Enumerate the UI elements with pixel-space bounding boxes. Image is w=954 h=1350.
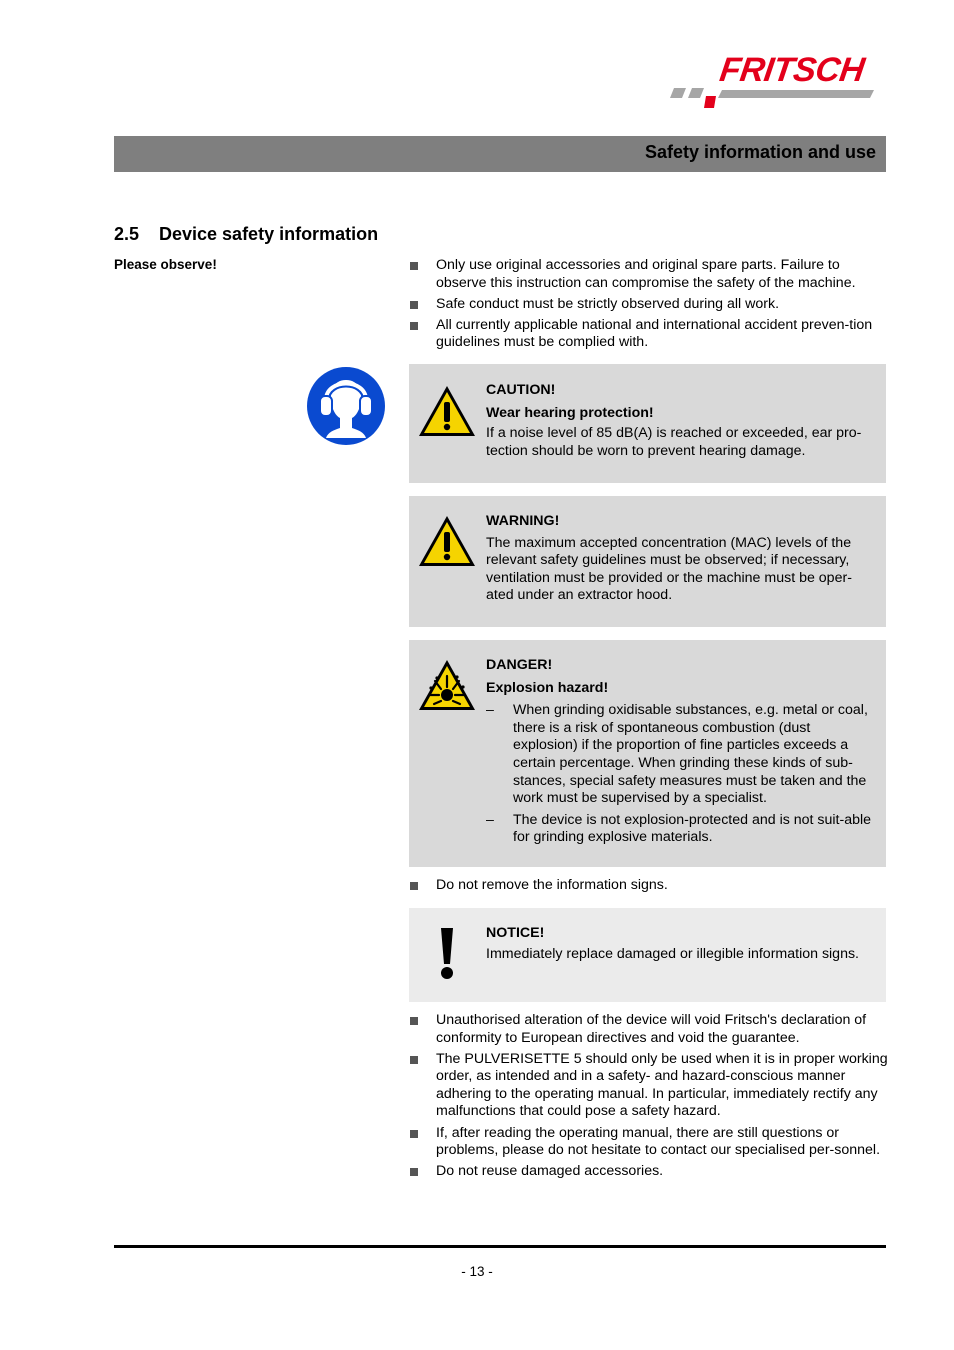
bullet-square-icon <box>410 322 418 330</box>
bullet-square-icon <box>410 1056 418 1064</box>
header-bar <box>114 136 886 172</box>
list-item: If, after reading the operating manual, there are still questions or problems, please do not hesitate to contact our specialised per-sonnel. <box>409 1125 889 1160</box>
caution-heading: Wear hearing protection! <box>486 404 654 421</box>
bullet-square-icon <box>410 1130 418 1138</box>
warning-signal: WARNING! <box>486 513 560 529</box>
list-item: Do not reuse damaged accessories. <box>409 1163 889 1181</box>
list-item: Do not remove the information signs. <box>409 877 889 895</box>
caution-signal: CAUTION! <box>486 382 556 398</box>
fritsch-logo <box>668 52 888 112</box>
warning-triangle-icon <box>417 384 477 443</box>
section-heading <box>114 224 378 245</box>
warning-box <box>409 496 886 627</box>
notice-signal: NOTICE! <box>486 925 545 941</box>
list-item: Only use original accessories and original spare parts. Failure to observe this instruction can compromise the safety of the machine. <box>409 257 889 292</box>
bullet-square-icon <box>410 882 418 890</box>
header-title: Safety information and use <box>644 142 876 162</box>
notice-text: Immediately replace damaged or illegible information signs. <box>486 945 860 962</box>
danger-signal: DANGER! <box>486 657 553 673</box>
warning-text: The maximum accepted concentration (MAC) levels of the relevant safety guidelines must be observed; if necessary, ventilation must be provided or the machine must be oper-ated under an extractor hood. <box>486 534 852 604</box>
danger-box <box>409 640 886 867</box>
bullet-square-icon <box>410 1168 418 1176</box>
notice-box <box>409 908 886 1002</box>
list-item: – When grinding oxidisable substances, e.g. metal or coal, there is a risk of spontaneous combustion (dust explosion) if the proportion of fine particles exceeds a certain percentage. When grinding these kinds of sub-stances, special safety measures must be taken and the work must be supervised by a specialist. <box>486 702 868 807</box>
bullet-list-bottom <box>409 1012 889 1184</box>
page-number: - 13 - <box>461 1264 493 1279</box>
bullet-list-middle <box>409 877 889 898</box>
list-item: Unauthorised alteration of the device will void Fritsch's declaration of conformity to European directives and void the guarantee. <box>409 1012 889 1047</box>
danger-heading: Explosion hazard! <box>486 679 609 696</box>
hearing-protection-icon <box>304 364 388 453</box>
logo-wordmark: FRITSCH <box>717 51 867 89</box>
bullet-list-top <box>409 257 889 355</box>
section-number: 2.5 <box>114 224 140 244</box>
section-title: Device safety information <box>159 224 379 244</box>
bullet-square-icon <box>410 262 418 270</box>
warning-triangle-icon <box>417 514 477 573</box>
exclamation-icon <box>437 926 457 987</box>
side-label: Please observe! <box>114 257 217 272</box>
caution-text: If a noise level of 85 dB(A) is reached or exceeded, ear pro-tection should be worn to prevent hearing damage. <box>486 425 862 459</box>
bullet-square-icon <box>410 1017 418 1025</box>
list-item: All currently applicable national and international accident preven-tion guidelines must be complied with. <box>409 317 889 352</box>
footer-rule <box>114 1245 886 1248</box>
explosion-triangle-icon <box>417 658 477 717</box>
caution-box <box>409 364 886 483</box>
list-item: The PULVERISETTE 5 should only be used when it is in proper working order, as intended and in a safety- and hazard-conscious manner adhering to the operating manual. In particular, immediately rectify any malfunctions that could pose a safety hazard. <box>409 1051 889 1121</box>
list-item: Safe conduct must be strictly observed during all work. <box>409 296 889 314</box>
list-item: – The device is not explosion-protected and is not suit-able for grinding explosive materials. <box>486 811 872 846</box>
bullet-square-icon <box>410 301 418 309</box>
